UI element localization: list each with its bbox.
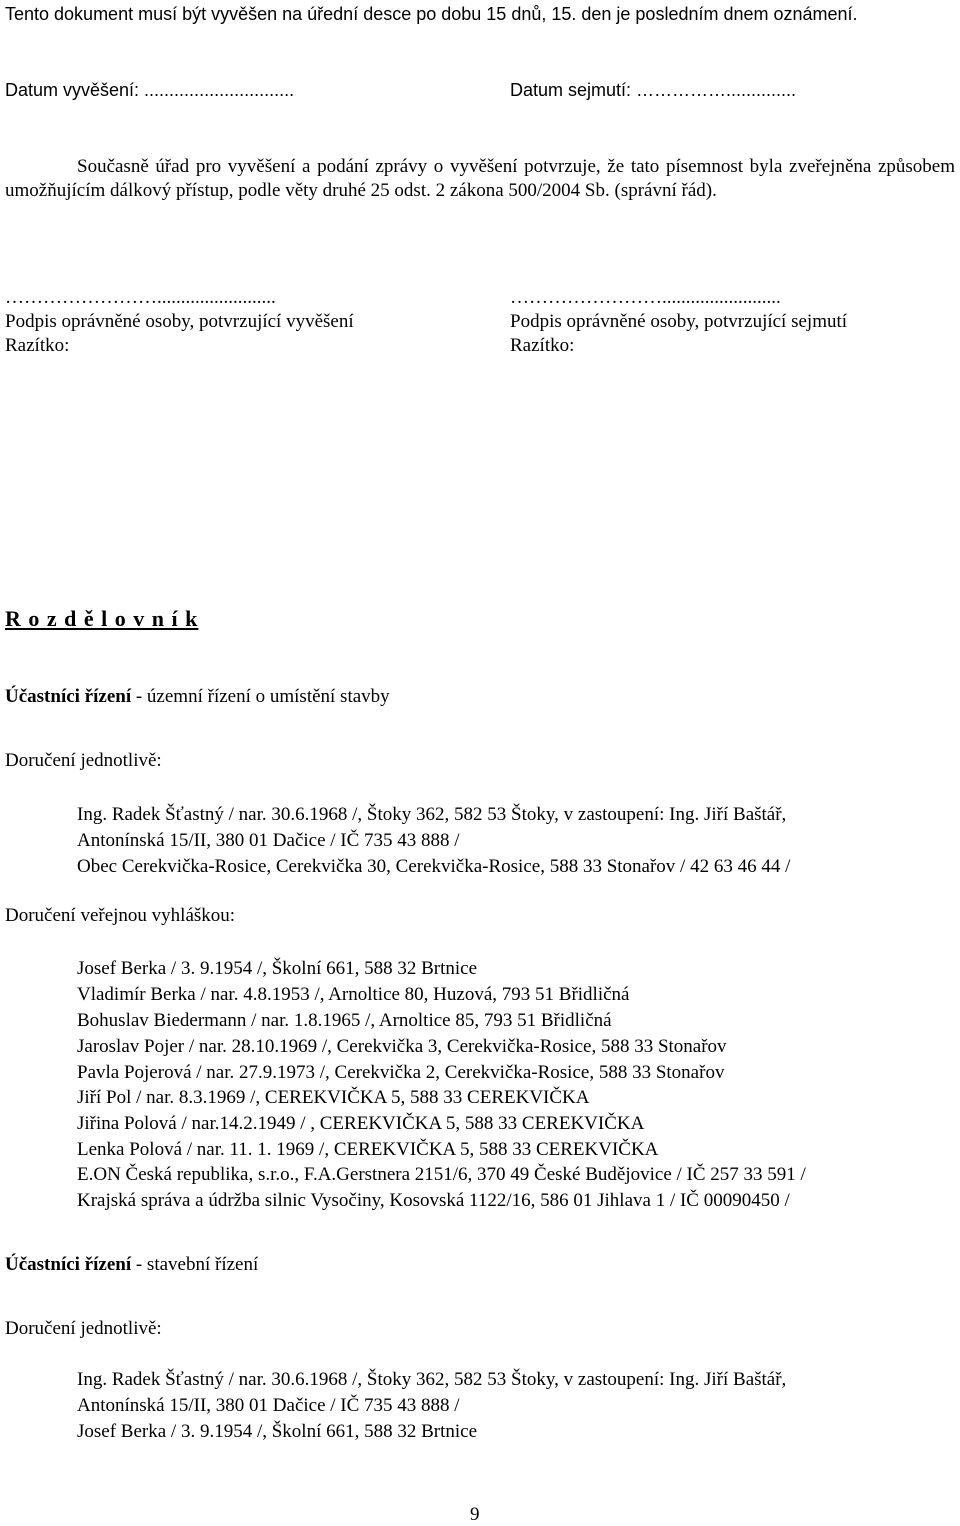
signature-label-right: Podpis oprávněné osoby, potvrzující sejmutí bbox=[510, 311, 848, 332]
list-item: Josef Berka / 3. 9.1954 /, Školní 661, 588 32 Brtnice bbox=[77, 1421, 478, 1442]
list-item: Jaroslav Pojer / nar. 28.10.1969 /, Cerekvička 3, Cerekvička-Rosice, 588 33 Stonařov bbox=[77, 1036, 727, 1057]
list-item: Vladimír Berka / nar. 4.8.1953 /, Arnoltice 80, Huzová, 793 51 Břidličná bbox=[77, 984, 630, 1005]
signature-dots-left: ……………………......................... bbox=[5, 287, 276, 308]
list-item: Jiří Pol / nar. 8.3.1969 /, CEREKVIČKA 5, 588 33 CEREKVIČKA bbox=[77, 1087, 590, 1108]
section-title-rest: - územní řízení o umístění stavby bbox=[131, 686, 390, 707]
list-item: Antonínská 15/II, 380 01 Dačice / IČ 735 43 888 / bbox=[77, 830, 460, 851]
public-delivery-label: Doručení veřejnou vyhláškou: bbox=[5, 905, 236, 926]
signature-label-left: Podpis oprávněné osoby, potvrzující vyvěšení bbox=[5, 311, 354, 332]
section-title-bold: Účastníci řízení bbox=[5, 686, 132, 707]
list-item: Ing. Radek Šťastný / nar. 30.6.1968 /, Štoky 362, 582 53 Štoky, v zastoupení: Ing. Jiří Baštář, bbox=[77, 1369, 787, 1390]
section-title-building bbox=[5, 1253, 258, 1277]
page-number: 9 bbox=[470, 1504, 480, 1525]
list-item: Antonínská 15/II, 380 01 Dačice / IČ 735 43 888 / bbox=[77, 1395, 460, 1416]
list-item: Lenka Polová / nar. 11. 1. 1969 /, CEREKVIČKA 5, 588 33 CEREKVIČKA bbox=[77, 1139, 659, 1160]
confirmation-paragraph: Současně úřad pro vyvěšení a podání zprávy o vyvěšení potvrzuje, že tato písemnost byla zveřejněna způsobem umožňujícím dálkový přístup, podle věty druhé 25 odst. 2 zákona 500/2004 Sb. (správní řád). bbox=[5, 156, 955, 201]
signature-dots-right: ……………………......................... bbox=[510, 287, 781, 308]
list-item: Krajská správa a údržba silnic Vysočiny, Kosovská 1122/16, 586 01 Jihlava 1 / IČ 00090450 / bbox=[77, 1190, 790, 1211]
section-title-rest: - stavební řízení bbox=[131, 1254, 259, 1275]
removed-date-label: Datum sejmutí: …………….............. bbox=[510, 80, 797, 100]
list-item: E.ON Česká republika, s.r.o., F.A.Gerstnera 2151/6, 370 49 České Budějovice / IČ 257 33 591 / bbox=[77, 1164, 806, 1185]
section-title-zoning bbox=[5, 685, 390, 709]
section-title-bold: Účastníci řízení bbox=[5, 1254, 132, 1275]
list-item: Bohuslav Biedermann / nar. 1.8.1965 /, Arnoltice 85, 793 51 Břidličná bbox=[77, 1010, 612, 1031]
list-item: Obec Cerekvička-Rosice, Cerekvička 30, Cerekvička-Rosice, 588 33 Stonařov / 42 63 46 44 / bbox=[77, 856, 791, 877]
stamp-label-left: Razítko: bbox=[5, 335, 70, 356]
individual-delivery-label: Doručení jednotlivě: bbox=[5, 750, 162, 771]
list-item: Josef Berka / 3. 9.1954 /, Školní 661, 588 32 Brtnice bbox=[77, 958, 478, 979]
list-item: Pavla Pojerová / nar. 27.9.1973 /, Cerekvička 2, Cerekvička-Rosice, 588 33 Stonařov bbox=[77, 1062, 725, 1083]
list-item: Jiřina Polová / nar.14.2.1949 / , CEREKVIČKA 5, 588 33 CEREKVIČKA bbox=[77, 1113, 645, 1134]
posted-date-label: Datum vyvěšení: .............................. bbox=[5, 80, 295, 100]
notice-line: Tento dokument musí být vyvěšen na úřední desce po dobu 15 dnů, 15. den je posledním dnem oznámení. bbox=[5, 4, 858, 24]
distribution-heading: R o z d ě l o v n í k bbox=[5, 606, 199, 631]
stamp-label-right: Razítko: bbox=[510, 335, 575, 356]
individual-delivery-label: Doručení jednotlivě: bbox=[5, 1318, 162, 1339]
list-item: Ing. Radek Šťastný / nar. 30.6.1968 /, Štoky 362, 582 53 Štoky, v zastoupení: Ing. Jiří Baštář, bbox=[77, 804, 787, 825]
